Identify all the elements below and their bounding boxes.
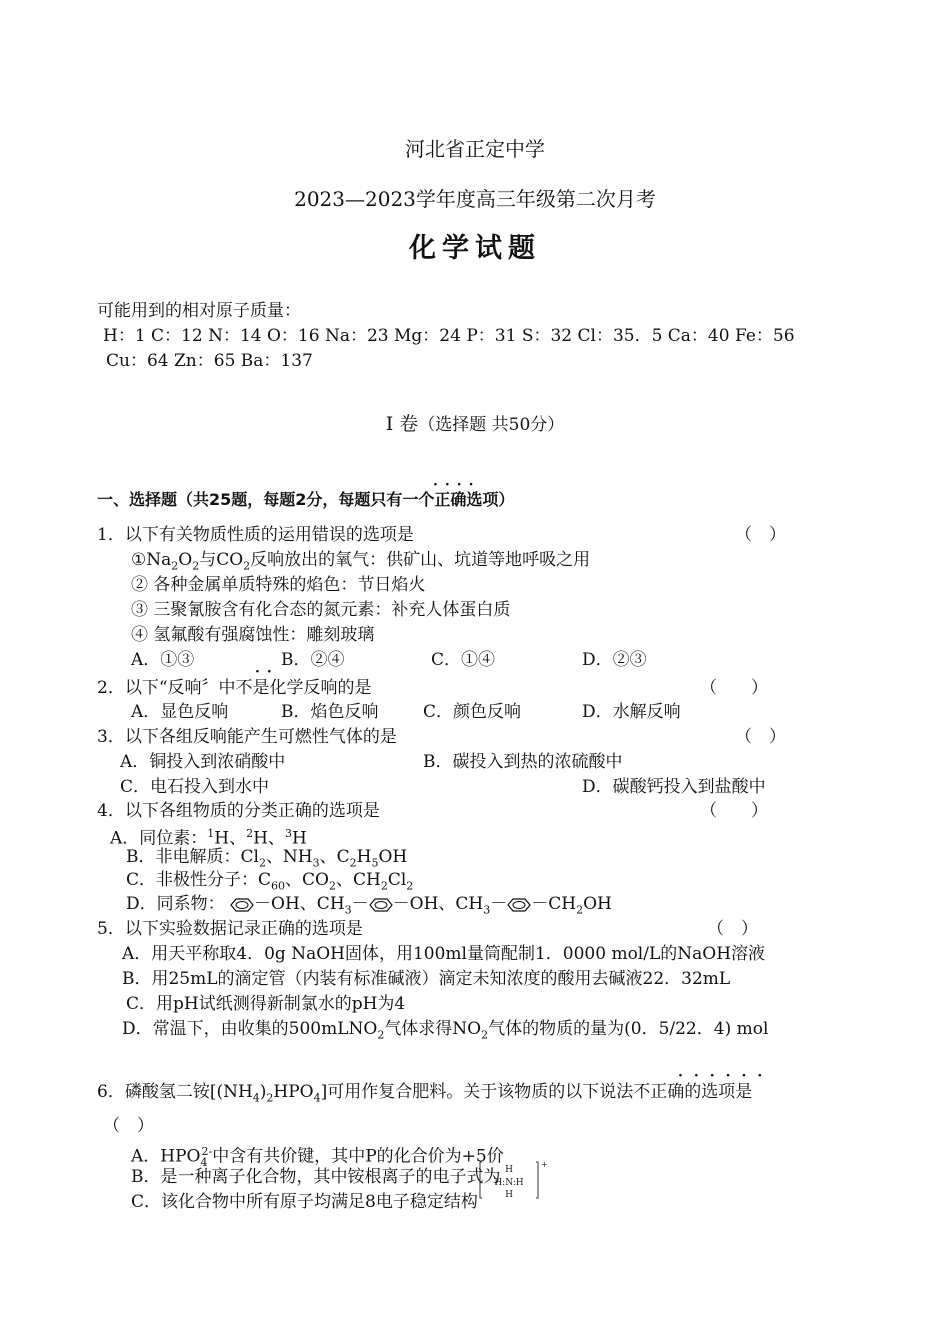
q5-option-a[interactable]: A．用天平称取4．0g NaOH固体，用100ml量筒配制1．0000 mol/L的NaOH溶液 (122, 944, 766, 964)
q2-option-b[interactable]: B．焰色反响 (281, 702, 379, 722)
sup: 2- (201, 1145, 213, 1158)
q1-item1-suffix: 反响放出的氧气：供矿山、坑道等地呼吸之用 (250, 550, 591, 570)
q3-stem: 3．以下各组反响能产生可燃性气体的是 (97, 727, 397, 747)
q1-option-d[interactable]: D．②③ (582, 650, 647, 670)
q6-answer-paren[interactable]: （ ） (103, 1116, 154, 1136)
q4-b-d: OH (378, 847, 408, 867)
benzene-ring-icon (507, 898, 531, 912)
volume-desc: （选择题 共50分） (418, 415, 565, 435)
q4-c-label: C．非极性分子：C (126, 870, 272, 890)
sup: 1 (207, 827, 215, 840)
q4-d-ch2: －CH (531, 894, 577, 914)
q1-answer-paren[interactable]: （ ） (735, 525, 786, 545)
q1-option-b[interactable]: B．②④ (281, 650, 345, 670)
q3-option-b[interactable]: B．碳投入到热的浓硫酸中 (423, 752, 623, 772)
q6-stem-a: 6．磷酸氢二铵[(NH (97, 1082, 253, 1102)
q4-d-end: OH (583, 894, 612, 914)
q4-d-oh2: －OH、CH (392, 894, 484, 914)
q6-option-b[interactable]: B．是一种离子化合物，其中铵根离子的电子式为 (131, 1167, 501, 1187)
sub: 2 (258, 856, 266, 870)
sub: 3 (344, 903, 352, 917)
q4-d-dash: － (351, 894, 369, 914)
atomic-mass-line-2: Cu：64 Zn：65 Ba：137 (106, 351, 313, 371)
q3-option-d[interactable]: D．碳酸钙投入到盐酸中 (582, 777, 766, 797)
q2-emphasis-dots: ·· (255, 664, 279, 680)
sub: 2 (576, 903, 584, 917)
sub: 2 (349, 856, 357, 870)
q4-c-b: 、CH (335, 870, 381, 890)
q6-stem (97, 1081, 752, 1109)
q3-answer-paren[interactable]: （ ） (735, 727, 786, 747)
sub: 2 (171, 559, 179, 573)
svg-text:H: H (505, 1165, 513, 1175)
q4-b-a: 、NH (265, 847, 313, 867)
q1-option-a[interactable]: A．①③ (131, 650, 195, 670)
q1-item-3: ③ 三聚氰胺含有化合态的氮元素：补充人体蛋白质 (131, 600, 511, 620)
q2-answer-paren[interactable]: （ ） (700, 678, 768, 698)
q6-emphasis-dots: ······ (678, 1068, 774, 1084)
sub: 60 (271, 879, 286, 893)
q4-a-h1: H、 (214, 828, 247, 849)
q4-d-label: D．同系物： (126, 894, 225, 914)
emphasis-dots: ···· (433, 477, 481, 493)
sup: 3 (284, 827, 292, 840)
q6-option-c[interactable]: C．该化合物中所有原子均满足8电子稳定结构 (131, 1192, 478, 1212)
sub: 4 (200, 1156, 208, 1170)
atomic-mass-label: 可能用到的相对原子质量： (97, 301, 301, 321)
sub: 2 (380, 879, 388, 893)
q1-item-4: ④ 氢氟酸有强腐蚀性：雕刻玻璃 (131, 625, 375, 645)
sub: 3 (483, 903, 491, 917)
q3-option-a[interactable]: A．铜投入到浓硝酸中 (120, 752, 286, 772)
school-name: 河北省正定中学 (405, 137, 545, 161)
q2-option-a[interactable]: A．显色反响 (131, 702, 229, 722)
q5-d-c: 气体的物质的量为(0．5/22．4) mol (488, 1019, 769, 1039)
q4-a-h2: H、 (253, 828, 285, 849)
sub: 4 (313, 1091, 321, 1105)
q4-b-label: B．非电解质：Cl (126, 847, 259, 867)
subject-title: 化学试题 (409, 233, 541, 264)
section-title: 一、选择题（共25题，每题2分，每题只有一个正确选项） (97, 490, 515, 509)
q1-item-2: ② 各种金属单质特殊的焰色：节日焰火 (131, 575, 426, 595)
sub: 5 (371, 856, 379, 870)
q4-a-label: A．同位素： (110, 828, 208, 849)
sub: 2 (406, 879, 414, 893)
q5-d-b: 气体求得NO (384, 1019, 482, 1039)
q1-item1-mid2: 与CO (199, 550, 244, 570)
q4-b-c: H (356, 847, 372, 867)
sub: 2 (243, 559, 251, 573)
volume-heading (0, 413, 950, 436)
q1-item1-prefix: ①Na (131, 550, 172, 570)
q1-option-c[interactable]: C．①④ (431, 650, 496, 670)
sub: 2 (377, 1028, 385, 1042)
q4-b-b: 、C (319, 847, 350, 867)
exam-title: 2023—2023学年度高三年级第二次月考 (294, 187, 656, 211)
sub: 2 (266, 1091, 274, 1105)
q4-answer-paren[interactable]: （ ） (700, 801, 768, 821)
q2-option-c[interactable]: C．颜色反响 (423, 702, 522, 722)
q4-c-c: Cl (387, 870, 407, 890)
svg-text:H:N:H: H:N:H (494, 1178, 524, 1188)
svg-text:+: + (541, 1160, 548, 1169)
q3-option-c[interactable]: C．电石投入到水中 (120, 777, 270, 797)
sup: 2 (246, 827, 254, 840)
benzene-ring-icon (369, 898, 393, 912)
q5-option-c[interactable]: C．用pH试纸测得新制氯水的pH为4 (126, 994, 406, 1014)
q6-a-a: A．HPO (131, 1146, 201, 1167)
q4-a-h3: H (291, 828, 307, 849)
q5-answer-paren[interactable]: （ ） (707, 919, 758, 939)
q4-d-oh1: －OH、CH (254, 894, 345, 914)
q2-stem: 2．以下“反响〞中不是化学反响的是 (97, 678, 372, 698)
atomic-mass-line-1: H：1 C：12 N：14 O：16 Na：23 Mg：24 P：31 S：32 Cl：35．5 Ca：40 Fe：56 (103, 326, 795, 346)
ammonium-electron-formula-figure (478, 1158, 548, 1202)
q4-c-a: 、CO (285, 870, 329, 890)
q4-d-dash2: － (490, 894, 508, 914)
q5-stem: 5．以下实验数据记录正确的选项是 (97, 919, 363, 939)
sub: 2 (328, 879, 336, 893)
q6-stem-b: ) (259, 1082, 267, 1102)
q5-option-d[interactable] (122, 1018, 768, 1046)
q6-stem-c: HPO (273, 1082, 314, 1102)
q1-stem: 1．以下有关物质性质的运用错误的选项是 (97, 525, 414, 545)
volume-roman: Ⅰ 卷 (385, 413, 419, 435)
sub: 4 (252, 1091, 260, 1105)
svg-text:H: H (505, 1190, 513, 1200)
q6-a-b: 中含有共价键，其中P的化合价为+5价 (212, 1146, 504, 1167)
q1-item1-mid: O (178, 550, 193, 570)
benzene-ring-icon (230, 898, 254, 912)
sub: 2 (481, 1028, 489, 1042)
q4-stem: 4．以下各组物质的分类正确的选项是 (97, 801, 380, 821)
q5-d-a: D．常温下，由收集的500mLNO (122, 1019, 378, 1039)
sub: 3 (312, 856, 320, 870)
q5-option-b[interactable]: B．用25mL的滴定管（内装有标准碱液）滴定未知浓度的酸用去碱液22．32mL (122, 969, 731, 989)
q2-option-d[interactable]: D．水解反响 (582, 702, 681, 722)
q6-stem-d: ]可用作复合肥料。关于该物质的以下说法不正确的选项是 (320, 1082, 753, 1102)
sub: 2 (192, 559, 200, 573)
